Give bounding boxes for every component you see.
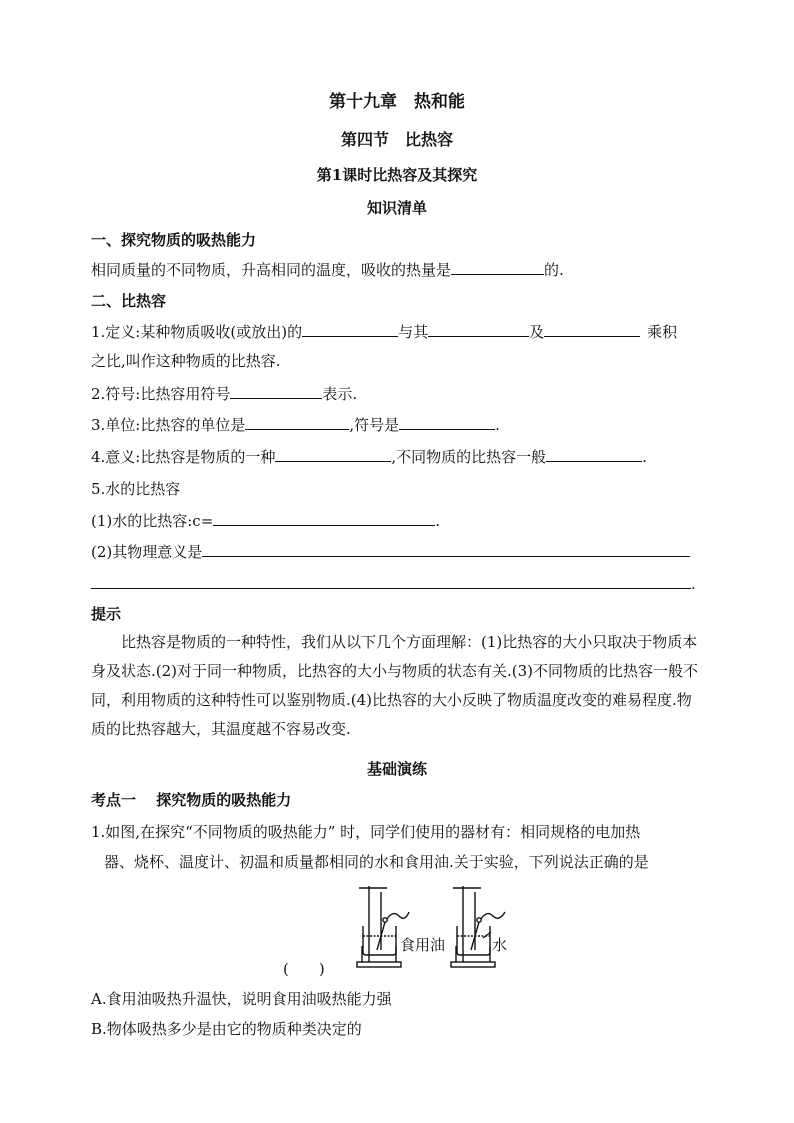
symbol-text-b: 表示. <box>322 385 358 403</box>
unit-text-c: . <box>495 416 500 434</box>
apparatus-diagram <box>355 882 525 974</box>
knowledge-list-title: 知识清单 <box>366 199 427 217</box>
option-b[interactable]: B.物体吸热多少是由它的物质种类决定的 <box>91 1020 362 1038</box>
symbol-line <box>91 383 357 404</box>
symbol-text-a: 2.符号:比热容用符号 <box>91 385 231 403</box>
section-title: 第四节 比热容 <box>340 130 453 149</box>
answer-blank[interactable] <box>245 414 349 430</box>
water1-end: . <box>435 512 441 530</box>
chapter-title: 第十九章 热和能 <box>329 92 465 112</box>
meaning-text-b: ,不同物质的比热容一般 <box>391 448 547 466</box>
answer-blank[interactable] <box>302 321 398 337</box>
unit-text-a: 3.单位:比热容的单位是 <box>91 416 246 434</box>
answer-blank[interactable] <box>230 383 322 399</box>
tip-heading: 提示 <box>91 605 122 623</box>
answer-blank[interactable] <box>275 446 391 462</box>
water-line-1 <box>91 510 440 531</box>
unit-line <box>91 414 500 435</box>
water1-text: (1)水的比热容:c= <box>91 512 214 530</box>
part1-line1 <box>91 259 564 280</box>
definition-text-b: 与其 <box>398 323 429 341</box>
lesson-title: 第1课时比热容及其探究 <box>316 166 478 184</box>
answer-blank[interactable] <box>451 259 544 275</box>
water-label: 水 <box>492 936 508 954</box>
meaning-text-a: 4.意义:比热容是物质的一种 <box>91 448 276 466</box>
answer-blank[interactable] <box>202 541 690 557</box>
meaning-line <box>91 446 647 467</box>
definition-text-c: 及 <box>529 323 545 341</box>
answer-blank[interactable] <box>428 321 529 337</box>
question1-line1: 1.如图,在探究“不同物质的吸热能力” 时，同学们使用的器材有：相同规格的电加热 <box>91 823 641 841</box>
part1-text-a: 相同质量的不同物质，升高相同的温度，吸收的热量是 <box>91 261 452 279</box>
part1-heading: 一、探究物质的吸热能力 <box>91 231 257 249</box>
water-heading: 5.水的比热容 <box>91 480 181 498</box>
water2-end: . <box>691 575 696 593</box>
tip-body: 比热容是物质的一种特性，我们从以下几个方面理解：(1)比热容的大小只取决于物质本身及状态.(2)对于同一种物质，比热容的大小与物质的状态有关.(3)不同物质的比热容一般不同，利用物质的这种特性可以鉴别物质.(4)比热容的大小反映了物质温度改变的难易程度.物质的比热容越大，其温度越不容易改变. <box>91 633 699 738</box>
part2-heading: 二、比热容 <box>91 292 167 310</box>
definition-line-2: 之比,叫作这种物质的比热容. <box>91 352 281 370</box>
definition-text-a: 1.定义:某种物质吸收(或放出)的 <box>91 323 303 341</box>
definition-text-d: 乘积 <box>647 323 678 341</box>
experiment-figure <box>355 882 525 974</box>
definition-line <box>91 321 677 342</box>
oil-label: 食用油 <box>400 936 446 954</box>
meaning-text-c: . <box>642 448 647 466</box>
answer-blank[interactable] <box>544 321 640 337</box>
part1-text-b: 的. <box>544 261 564 279</box>
option-a[interactable]: A.食用油吸热升温快，说明食用油吸热能力强 <box>91 990 392 1008</box>
water2-text: (2)其物理意义是 <box>91 543 203 561</box>
answer-blank[interactable] <box>213 510 435 526</box>
water-line-2 <box>91 541 690 562</box>
answer-blank[interactable] <box>399 414 495 430</box>
question1-line2: 器、烧杯、温度计、初温和质量都相同的水和食用油.关于实验，下列说法正确的是 <box>104 853 649 871</box>
practice-title: 基础演练 <box>366 760 427 778</box>
answer-blank[interactable] <box>91 573 691 589</box>
point1-heading: 考点一 探究物质的吸热能力 <box>91 791 292 809</box>
answer-blank[interactable] <box>546 446 642 462</box>
answer-parentheses[interactable]: ( ) <box>283 960 325 978</box>
unit-text-b: ,符号是 <box>349 416 400 434</box>
water-line-3 <box>91 573 696 593</box>
